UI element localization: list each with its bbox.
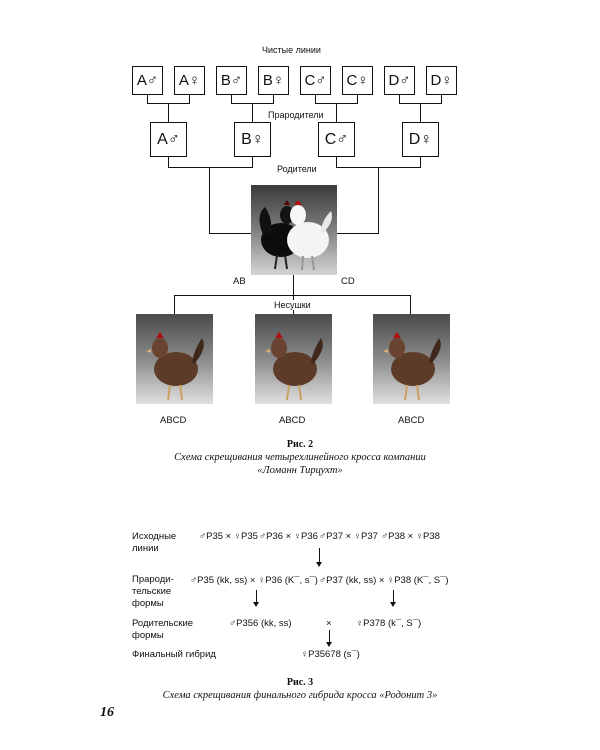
row1-item-4: ♂P38 × ♀P38 bbox=[381, 531, 440, 542]
connector bbox=[293, 275, 294, 296]
offspring-label-3: ABCD bbox=[398, 415, 425, 426]
connector bbox=[174, 295, 175, 314]
parent-left-label: AB bbox=[233, 276, 246, 287]
figure2-caption-line2: «Ломанн Тирцухт» bbox=[257, 465, 343, 476]
pure-line-a-female: A♀ bbox=[174, 66, 205, 95]
offspring-label-2: ABCD bbox=[279, 415, 306, 426]
pure-lines-label: Чистые линии bbox=[262, 45, 321, 55]
pure-line-b-male: B♂ bbox=[216, 66, 247, 95]
connector bbox=[209, 167, 210, 233]
connector bbox=[378, 167, 379, 233]
connector bbox=[337, 233, 379, 234]
figure2-caption-title: Рис. 2 bbox=[286, 439, 314, 450]
connector bbox=[357, 95, 358, 103]
page-number: 16 bbox=[100, 705, 114, 720]
connector bbox=[252, 157, 253, 167]
grandparent-b-female: B♀ bbox=[234, 122, 271, 157]
row3-right: ♀P378 (k¯, S¯) bbox=[356, 618, 422, 629]
arrow-down bbox=[329, 630, 330, 642]
grandparent-a-male: A♂ bbox=[150, 122, 187, 157]
connector bbox=[410, 295, 411, 314]
row4-value: ♀P35678 (s¯) bbox=[301, 649, 360, 660]
connector bbox=[273, 95, 274, 103]
figure3-caption-text: Схема скрещивания финального гибрида кросса «Родонит 3» bbox=[162, 690, 438, 701]
pure-line-b-female: B♀ bbox=[258, 66, 289, 95]
layers-label: Несушки bbox=[274, 300, 311, 310]
row4-label: Финальный гибрид bbox=[132, 649, 216, 660]
grandparent-c-male: C♂ bbox=[318, 122, 355, 157]
parents-label: Родители bbox=[277, 164, 317, 174]
row2-label-c: формы bbox=[132, 598, 164, 609]
hen-image bbox=[255, 314, 332, 404]
layer-photo-2 bbox=[255, 314, 332, 404]
connector bbox=[252, 103, 253, 122]
connector bbox=[168, 157, 169, 167]
parent-right-label: CD bbox=[341, 276, 355, 287]
hen-image bbox=[136, 314, 213, 404]
connector bbox=[336, 157, 337, 167]
row3-label-a: Родительские bbox=[132, 618, 194, 629]
row1-item-2: ♂P36 × ♀P36 bbox=[259, 531, 318, 542]
figure3-caption-title: Рис. 3 bbox=[286, 677, 314, 688]
arrow-down bbox=[256, 590, 257, 602]
grandparents-label: Прародители bbox=[268, 110, 324, 120]
pure-line-d-male: D♂ bbox=[384, 66, 415, 95]
pure-line-c-male: C♂ bbox=[300, 66, 331, 95]
connector bbox=[209, 233, 251, 234]
roosters-image bbox=[251, 185, 337, 275]
connector bbox=[441, 95, 442, 103]
grandparent-d-female: D♀ bbox=[402, 122, 439, 157]
row3-label-b: формы bbox=[132, 630, 164, 641]
connector bbox=[420, 157, 421, 167]
row2-label-a: Прароди- bbox=[132, 574, 174, 585]
pure-line-a-male: A♂ bbox=[132, 66, 163, 95]
connector bbox=[420, 103, 421, 122]
row3-left: ♂P356 (kk, ss) bbox=[229, 618, 292, 629]
connector bbox=[189, 95, 190, 103]
row2-left: ♂P35 (kk, ss) × ♀P36 (K¯, s¯) bbox=[190, 575, 318, 586]
connector bbox=[399, 95, 400, 103]
row1-item-3: ♂P37 × ♀P37 bbox=[319, 531, 378, 542]
row2-label-b: тельские bbox=[132, 586, 172, 597]
row1-item-1: ♂P35 × ♀P35 bbox=[199, 531, 258, 542]
connector bbox=[147, 95, 148, 103]
row1-label-a: Исходные bbox=[132, 531, 177, 542]
connector bbox=[336, 103, 337, 122]
layer-photo-3 bbox=[373, 314, 450, 404]
row1-label-b: линии bbox=[132, 543, 159, 554]
connector bbox=[315, 95, 316, 103]
arrow-down bbox=[319, 548, 320, 562]
pure-line-d-female: D♀ bbox=[426, 66, 457, 95]
connector bbox=[168, 103, 169, 122]
row2-right: ♂P37 (kk, ss) × ♀P38 (K¯, S¯) bbox=[319, 575, 449, 586]
row3-cross: × bbox=[326, 618, 332, 629]
pure-line-c-female: C♀ bbox=[342, 66, 373, 95]
connector bbox=[168, 167, 253, 168]
hen-image bbox=[373, 314, 450, 404]
arrow-down bbox=[393, 590, 394, 602]
parents-photo bbox=[251, 185, 337, 275]
offspring-label-1: ABCD bbox=[160, 415, 187, 426]
figure2-caption-line1: Схема скрещивания четырехлинейного кросса компании bbox=[174, 452, 426, 463]
connector bbox=[231, 95, 232, 103]
layer-photo-1 bbox=[136, 314, 213, 404]
